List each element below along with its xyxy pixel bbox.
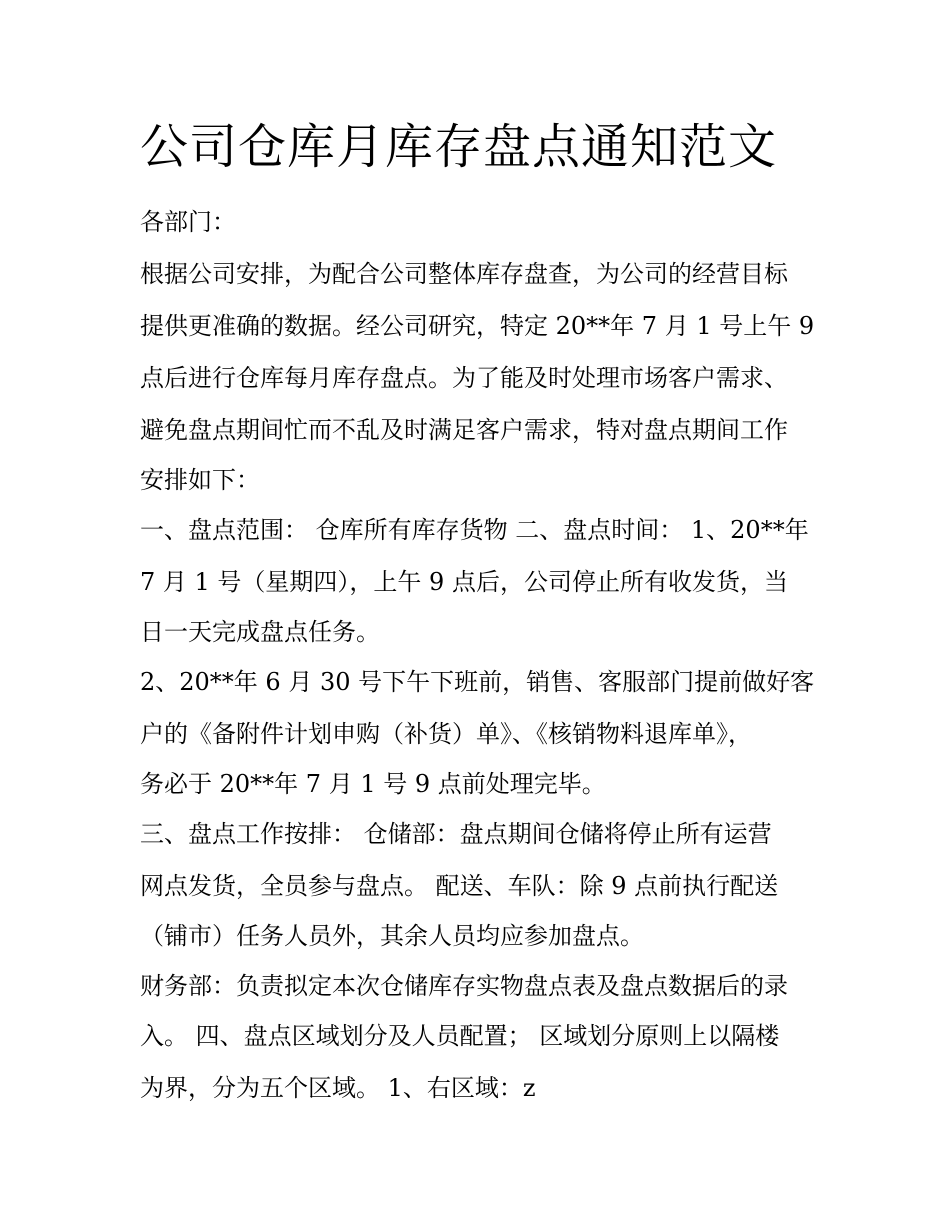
body-line: 入。 四、盘点区域划分及人员配置； 区域划分原则上以隔楼: [140, 1022, 780, 1050]
body-line: 日一天完成盘点任务。: [140, 618, 380, 646]
body-line: 7 月 1 号（星期四），上午 9 点后，公司停止所有收发货，当: [140, 568, 788, 596]
body-line: 避免盘点期间忙而不乱及时满足客户需求，特对盘点期间工作: [140, 416, 788, 444]
body-line: 网点发货，全员参与盘点。 配送、车队：除 9 点前执行配送: [140, 872, 779, 900]
body-line: 三、盘点工作按排： 仓储部：盘点期间仓储将停止所有运营: [140, 820, 772, 848]
body-line: 一、盘点范围： 仓库所有库存货物 二、盘点时间： 1、20**年: [140, 516, 809, 544]
body-line: 2、20**年 6 月 30 号下午下班前，销售、客服部门提前做好客: [140, 668, 815, 696]
body-line: 为界，分为五个区域。 1、右区域：z: [140, 1074, 536, 1102]
body-line: 户的《备附件计划申购（补货）单》、《核销物料退库单》，: [140, 720, 752, 748]
body-line: （铺市）任务人员外，其余人员均应参加盘点。: [140, 922, 644, 950]
body-line: 根据公司安排，为配合公司整体库存盘查，为公司的经营目标: [140, 260, 788, 288]
body-line: 安排如下：: [140, 466, 260, 494]
document-title: 公司仓库月库存盘点通知范文: [140, 119, 778, 175]
body-line: 务必于 20**年 7 月 1 号 9 点前处理完毕。: [140, 770, 606, 798]
body-line: 财务部：负责拟定本次仓储库存实物盘点表及盘点数据后的录: [140, 972, 788, 1000]
body-line: 提供更准确的数据。经公司研究，特定 20**年 7 月 1 号上午 9: [140, 312, 815, 340]
salutation-line: 各部门：: [140, 208, 236, 236]
body-line: 点后进行仓库每月库存盘点。为了能及时处理市场客户需求、: [140, 364, 788, 392]
